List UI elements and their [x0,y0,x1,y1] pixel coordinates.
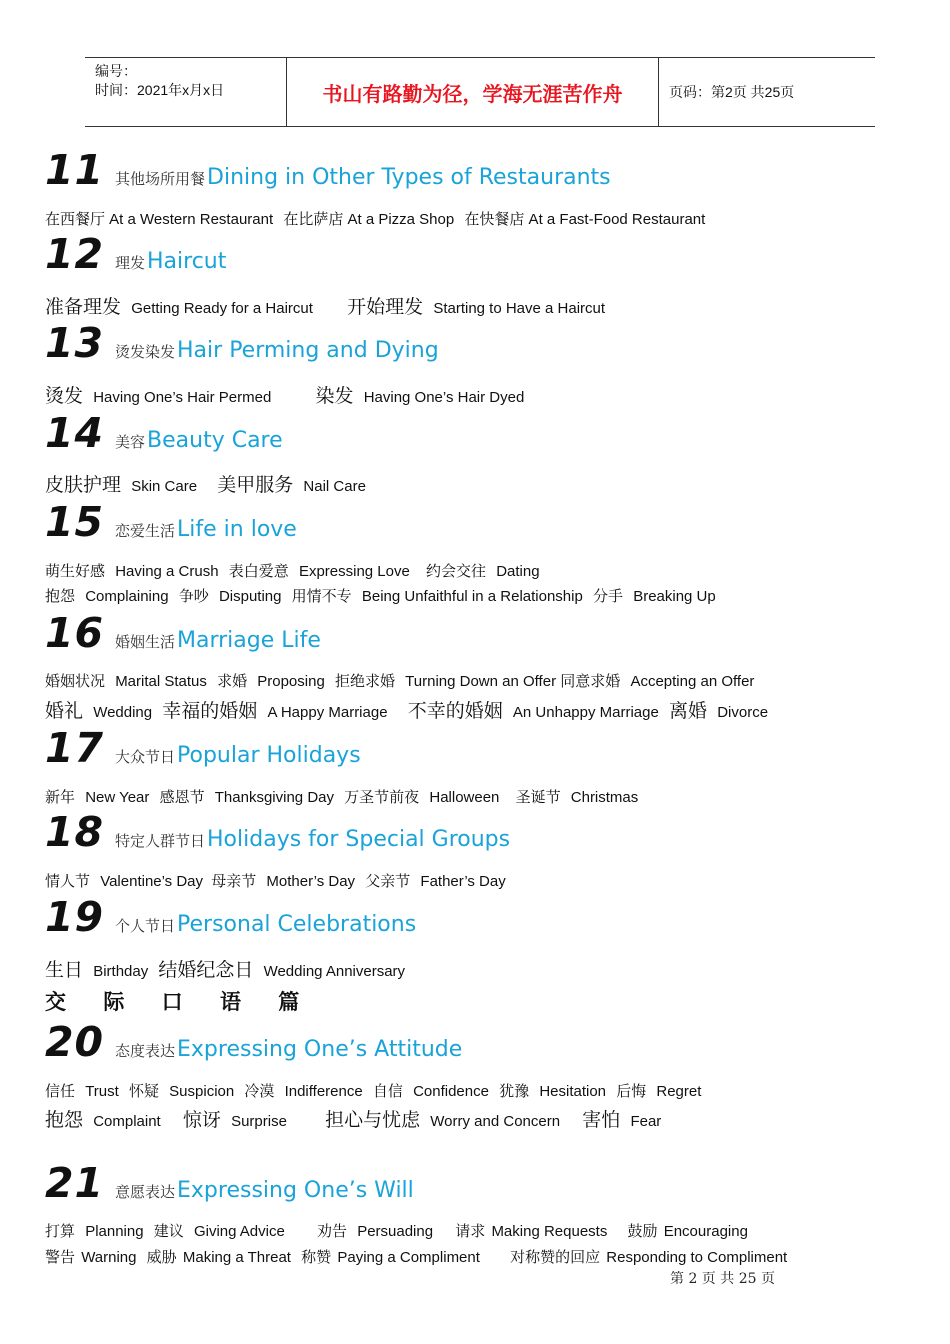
vocab-term-en: New Year [85,789,150,806]
vocab-row [45,1220,754,1241]
vocab-term-en: Father’s Day [420,873,506,890]
category-char: 口 [161,990,183,1014]
vocab-term-en: Planning [85,1223,144,1240]
section-title-zh: 美容 [115,433,146,451]
section-title-en: Popular Holidays [177,743,361,768]
vocab-term-en: Christmas [570,789,639,806]
section-title-en: Expressing One’s Attitude [177,1037,463,1062]
vocab-term-en: Making Requests [491,1223,608,1240]
vocab-row [45,208,711,229]
vocab-term-zh: 对称赞的回应 [510,1249,601,1266]
section-number: 21 [45,1159,105,1207]
vocab-term-zh: 感恩节 [159,789,205,806]
vocab-term-zh: 求婚 [217,673,248,690]
vocab-term-en: Getting Ready for a Haircut [131,300,313,317]
vocab-term-zh: 烫发 [45,386,84,407]
category-char: 篇 [278,990,300,1014]
vocab-term-zh: 信任 [45,1083,76,1100]
vocab-term-zh: 圣诞节 [515,789,561,806]
vocab-term-en: Indifference [284,1083,363,1100]
section-number: 12 [45,230,105,278]
vocab-term-zh: 婚礼 [45,701,84,722]
vocab-term-zh: 冷漠 [244,1083,275,1100]
section-heading-12 [45,230,226,278]
vocab-term-zh: 约会交往 [426,563,487,580]
vocab-term-en: Having a Crush [115,563,219,580]
vocab-item: 在快餐店 At a Fast-Food Restaurant [464,211,706,228]
section-heading-14 [45,409,283,457]
vocab-item: 在西餐厅 At a Western Restaurant [45,211,274,228]
section-number: 20 [45,1018,105,1066]
vocab-term-en: Responding to Compliment [606,1249,788,1266]
section-heading-13 [45,319,439,367]
vocab-term-zh: 皮肤护理 [45,475,122,496]
category-char: 语 [219,990,241,1014]
vocab-term-en: Paying a Compliment [337,1249,480,1266]
vocab-term-zh: 染发 [315,386,354,407]
vocab-term-en: Mother’s Day [266,873,356,890]
vocab-term-en: Complaining [85,588,169,605]
vocab-term-en: Expressing Love [298,563,410,580]
section-number: 16 [45,609,105,657]
section-heading-19 [45,893,416,941]
vocab-item: 在比萨店 At a Pizza Shop [283,211,455,228]
vocab-row [45,696,774,723]
vocab-term-en: Breaking Up [633,588,716,605]
vocab-term-zh: 生日 [45,960,84,981]
section-title-en: Expressing One’s Will [177,1178,414,1203]
vocab-row [45,670,760,691]
section-title-zh: 个人节日 [115,917,176,935]
vocab-term-zh: 同意求婚 [560,673,621,690]
section-number: 19 [45,893,105,941]
vocab-term-zh: 请求 [455,1223,486,1240]
section-heading-21 [45,1159,414,1207]
vocab-term-zh: 警告 [45,1249,76,1266]
vocab-term-en: Warning [81,1249,137,1266]
vocab-term-zh: 情人节 [45,873,91,890]
vocab-term-zh: 母亲节 [211,873,257,890]
vocab-row [45,786,644,807]
header-meta [85,58,286,126]
vocab-term-en: Fear [630,1113,662,1130]
section-title-en: Dining in Other Types of Restaurants [207,165,611,190]
vocab-term-zh: 美甲服务 [217,475,294,496]
vocab-term-en: Hesitation [539,1083,607,1100]
section-number: 17 [45,724,105,772]
vocab-term-en: Wedding [93,704,153,721]
vocab-row [45,955,411,982]
section-heading-16 [45,609,321,657]
section-title-en: Holidays for Special Groups [207,827,511,852]
vocab-term-en: Wedding Anniversary [263,963,406,980]
vocab-term-zh: 打算 [45,1223,76,1240]
vocab-term-zh: 万圣节前夜 [344,789,420,806]
vocab-term-zh: 准备理发 [45,297,122,318]
section-title-zh: 婚姻生活 [115,633,176,651]
vocab-row [45,1246,793,1267]
section-title-en: Life in love [177,517,297,542]
vocab-term-zh: 抱怨 [45,588,76,605]
category-char: 交 [45,990,66,1014]
vocab-term-zh: 父亲节 [365,873,411,890]
section-heading-17 [45,724,361,772]
vocab-row [45,870,512,891]
vocab-term-en: Divorce [717,704,769,721]
section-title-en: Marriage Life [177,628,321,653]
section-title-zh: 其他场所用餐 [115,170,206,188]
section-number: 15 [45,498,105,546]
vocab-term-zh: 用情不专 [291,588,352,605]
vocab-term-en: Nail Care [303,478,366,495]
section-title-zh: 大众节日 [115,748,176,766]
vocab-term-zh: 威胁 [146,1249,177,1266]
vocab-term-zh: 结婚纪念日 [158,960,254,981]
section-heading-20 [45,1018,462,1066]
vocab-term-zh: 争吵 [178,588,209,605]
vocab-term-zh: 鼓励 [627,1223,658,1240]
document-time: 时间：2021年x月x日 [95,82,225,98]
vocab-row [45,585,722,606]
vocab-term-zh: 不幸的婚姻 [407,701,503,722]
vocab-term-zh: 新年 [45,789,76,806]
vocab-term-en: A Happy Marriage [267,704,388,721]
vocab-term-en: Making a Threat [182,1249,291,1266]
document-number-label: 编号： [95,63,137,79]
vocab-term-zh: 抱怨 [45,1110,84,1131]
vocab-term-en: Giving Advice [193,1223,285,1240]
page-footer: 第 2 页 共 25 页 [670,1271,775,1287]
vocab-term-en: Disputing [218,588,282,605]
vocab-term-en: Accepting an Offer [630,673,755,690]
vocab-term-en: Encouraging [663,1223,748,1240]
category-heading [45,986,329,1016]
vocab-row [45,381,530,408]
section-title-en: Haircut [147,249,227,274]
section-number: 13 [45,319,105,367]
page-header [85,57,875,127]
vocab-term-en: Valentine’s Day [100,873,204,890]
vocab-term-en: Surprise [231,1113,287,1130]
section-title-en: Hair Perming and Dying [177,338,439,363]
vocab-term-en: Suspicion [169,1083,235,1100]
section-number: 11 [45,146,105,194]
vocab-term-zh: 害怕 [582,1110,621,1131]
vocab-term-en: Trust [85,1083,119,1100]
vocab-term-en: Regret [656,1083,702,1100]
vocab-term-en: An Unhappy Marriage [512,704,659,721]
vocab-term-zh: 表白爱意 [228,563,289,580]
vocab-row [45,292,611,319]
vocab-term-en: Persuading [357,1223,434,1240]
vocab-term-en: Having One’s Hair Dyed [363,389,525,406]
section-number: 18 [45,808,105,856]
vocab-term-en: Confidence [413,1083,489,1100]
vocab-term-zh: 惊讶 [182,1110,221,1131]
vocab-term-en: Thanksgiving Day [214,789,334,806]
section-heading-18 [45,808,510,856]
vocab-term-zh: 开始理发 [347,297,424,318]
vocab-term-zh: 犹豫 [499,1083,530,1100]
vocab-term-en: Marital Status [115,673,207,690]
vocab-term-en: Proposing [257,673,325,690]
vocab-term-zh: 婚姻状况 [45,673,106,690]
section-heading-11 [45,146,611,194]
vocab-row [45,1080,707,1101]
section-title-zh: 态度表达 [115,1042,176,1060]
vocab-term-en: Dating [496,563,540,580]
section-title-zh: 烫发染发 [115,343,176,361]
section-title-zh: 恋爱生活 [115,522,176,540]
section-title-zh: 意愿表达 [115,1183,176,1201]
vocab-term-zh: 幸福的婚姻 [162,701,258,722]
vocab-term-zh: 自信 [372,1083,403,1100]
vocab-term-zh: 拒绝求婚 [334,673,395,690]
section-heading-15 [45,498,297,546]
section-title-en: Personal Celebrations [177,912,417,937]
vocab-term-en: Starting to Have a Haircut [433,300,606,317]
section-title-en: Beauty Care [147,428,283,453]
vocab-term-en: Having One’s Hair Permed [93,389,272,406]
vocab-row [45,1105,667,1132]
header-motto: 书山有路勤为径，学海无涯苦作舟 [286,58,659,126]
vocab-term-zh: 后悔 [616,1083,647,1100]
vocab-term-en: Worry and Concern [430,1113,561,1130]
vocab-term-en: Birthday [93,963,149,980]
vocab-term-en: Skin Care [131,478,198,495]
vocab-term-en: Turning Down an Offer [405,673,557,690]
vocab-row [45,470,372,497]
section-title-zh: 特定人群节日 [115,832,206,850]
category-char: 际 [103,990,125,1014]
vocab-term-en: Halloween [429,789,500,806]
vocab-term-zh: 分手 [593,588,624,605]
vocab-term-zh: 萌生好感 [45,563,106,580]
vocab-term-zh: 称赞 [301,1249,332,1266]
vocab-term-zh: 劝告 [317,1223,348,1240]
vocab-term-en: Complaint [93,1113,161,1130]
header-page-info: 页码：第2页 共25页 [669,84,795,100]
vocab-term-zh: 担心与忧虑 [325,1110,421,1131]
vocab-term-en: Being Unfaithful in a Relationship [361,588,583,605]
section-title-zh: 理发 [115,254,146,272]
section-number: 14 [45,409,105,457]
vocab-term-zh: 建议 [153,1223,184,1240]
vocab-row [45,560,546,581]
vocab-term-zh: 离婚 [669,701,708,722]
vocab-term-zh: 怀疑 [128,1083,159,1100]
